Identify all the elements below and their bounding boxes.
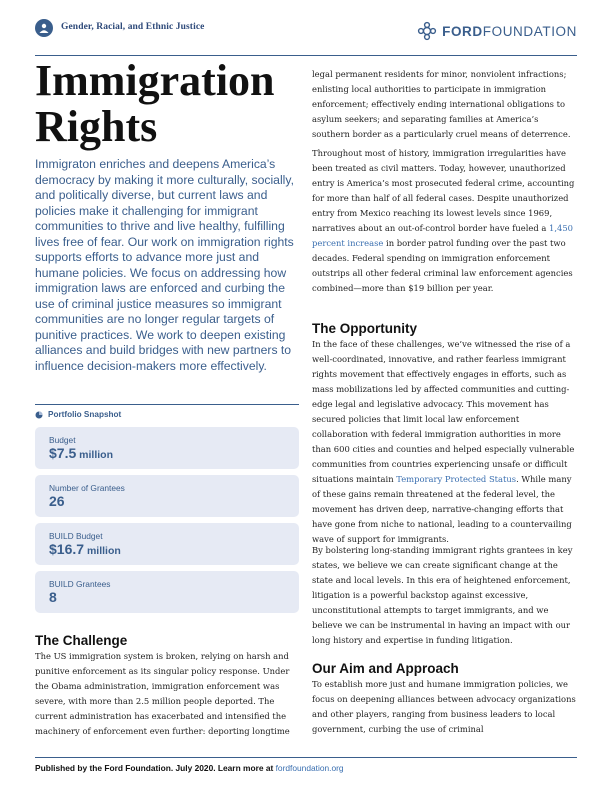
snapshot-card-build-budget xyxy=(35,523,299,565)
card-label: BUILD Grantees xyxy=(49,579,111,589)
opportunity-heading: The Opportunity xyxy=(312,321,417,336)
tps-link[interactable]: Temporary Protected Status xyxy=(396,474,517,484)
card-value: $16.7 million xyxy=(49,541,121,557)
page-title: Immigration Rights xyxy=(35,56,275,151)
card-label: Budget xyxy=(49,435,76,445)
aim-paragraph-1: To establish more just and humane immigration policies, we focus on deepening alliances between advocacy organizations and other players, ranging from business leaders to local government, curbing the use of criminal xyxy=(312,679,576,734)
footer-text: Published by the Ford Foundation. July 2020. Learn more at xyxy=(35,763,276,773)
justice-icon xyxy=(35,19,53,37)
challenge-paragraph-2: Throughout most of history, immigration irregularities have been treated as civil matters. Today, however, unauthorized entry is America’s most prosecuted federal crime, accounting for more than half of all federal cases. Despite unauthorized entry from Mexico reaching its lowest levels since 1969, narratives about an out-of-control border have fueled a 1,450 percent increase in border patrol funding over the past two decades. Federal spending on immigration enforcement outstrips all other federal criminal law enforcement agencies combined—more than $19 billion per year. xyxy=(312,148,575,293)
footer xyxy=(35,763,344,773)
funding-increase-link[interactable]: 1,450 percent increase xyxy=(312,223,574,248)
logo-text-ford: FORD xyxy=(442,23,483,39)
snapshot-card-build-grantees xyxy=(35,571,299,613)
pie-chart-icon xyxy=(35,411,43,419)
opportunity-paragraph-2: By bolstering long-standing immigrant rights grantees in key states, we believe we can create significant change at the state and local levels. In this era of heightened enforcement, litigation is a powerful backstop against excessive, unconstitutional attempts to target immigrants, and we believe we can be instrumental in having an impact with our long history and expertise in funding litigation. xyxy=(312,545,573,645)
aim-heading: Our Aim and Approach xyxy=(312,661,459,676)
top-bar xyxy=(35,14,577,56)
card-value: $7.5 million xyxy=(49,445,113,461)
card-label: Number of Grantees xyxy=(49,483,125,493)
card-value: 8 xyxy=(49,589,57,605)
footer-link[interactable]: fordfoundation.org xyxy=(275,763,344,773)
snapshot-card-grantees xyxy=(35,475,299,517)
card-value: 26 xyxy=(49,493,65,509)
category-label: Gender, Racial, and Ethnic Justice xyxy=(61,22,205,32)
card-label: BUILD Budget xyxy=(49,531,103,541)
opportunity-paragraph-1: In the face of these challenges, we’ve witnessed the rise of a well-coordinated, innovative, and rather fearless immigrant rights movement that effectively engages in efforts, such as mass mobilizations led by affected communities and cutting-edge legal and legislative advocacy. This movement has secured policies that limit local law enforcement collaboration with federal immigration authorities in more than 600 cities and counties and helped especially vulnerable communities from countries experiencing unsafe or difficult situations maintain Temporary Protected Status. While many of these gains remain threatened at the federal level, the movement has driven deep, narrative-changing efforts that have gone from niche to national, leading to a countervailing wave of support for immigrants. xyxy=(312,339,575,544)
logo-mark-icon xyxy=(417,21,437,41)
intro-paragraph: Immigraton enriches and deepens America’s democracy by making it more culturally, socially, and politically diverse, but current laws and policies make it challenging for immigrant communities to thrive and live healthy, fulfilling lives free of fear. Our work on immigration rights supports efforts to advance more just and humane policies. We focus on addressing how immigration laws are enforced and curbing the use of criminal justice measures so immigrant communities are no longer regular targets of punitive practices. We work to deepen existing alliances and build bridges with new partners to influence decision-makers more effectively. xyxy=(35,157,294,373)
snapshot-heading xyxy=(35,410,121,419)
snapshot-heading-text: Portfolio Snapshot xyxy=(48,410,122,419)
snapshot-divider xyxy=(35,404,299,405)
ford-foundation-logo[interactable] xyxy=(417,21,577,41)
logo-text-foundation: FOUNDATION xyxy=(482,23,577,39)
challenge-heading: The Challenge xyxy=(35,633,128,648)
snapshot-card-budget xyxy=(35,427,299,469)
challenge-paragraph-1: The US immigration system is broken, relying on harsh and punitive enforcement as its singular policy response. Under the Obama administration, immigration enforcement was severe, with more than 2.5 million people deported. The current administration has exacerbated and intensified the machinery of enforcement even further: deporting longtime xyxy=(35,651,290,736)
footer-divider xyxy=(35,757,577,758)
challenge-paragraph-1-continued: legal permanent residents for minor, nonviolent infractions; enlisting local authorities to participate in immigration enforcement; effectively ending international obligations to asylum seekers; and separating families at America’s southern border as a particularly cruel means of deterrence. xyxy=(312,69,571,139)
